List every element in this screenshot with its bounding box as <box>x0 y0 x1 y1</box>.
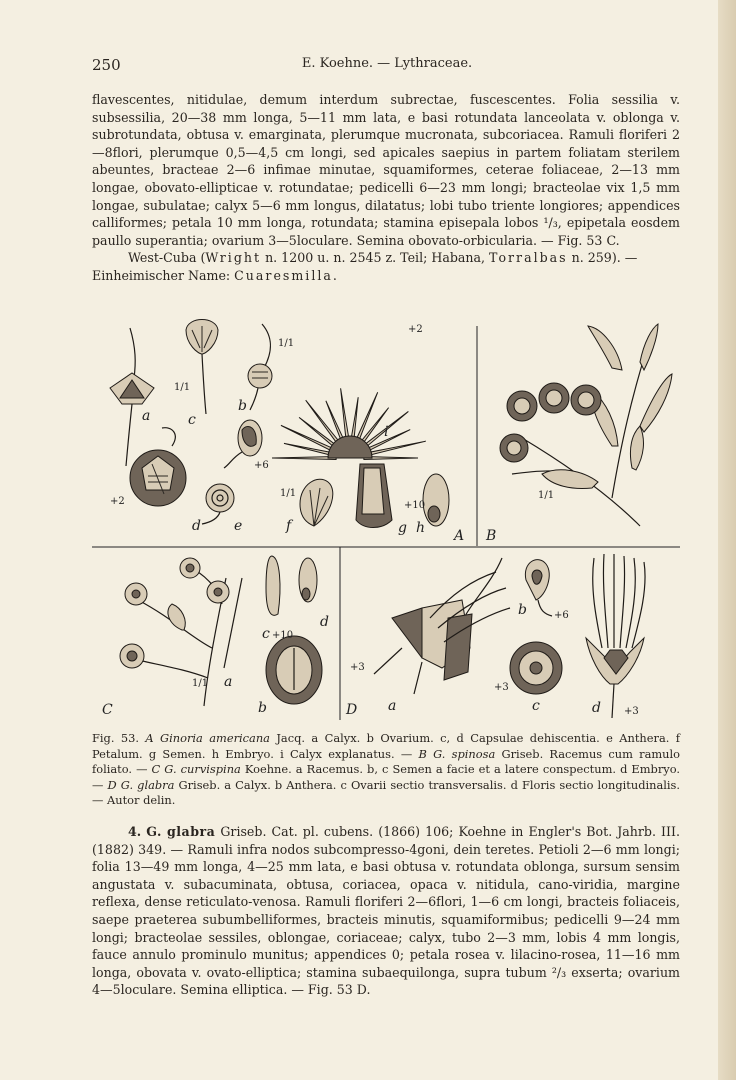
calyx-drawing-a <box>110 328 154 466</box>
leaf-B-5 <box>542 470 598 489</box>
leaf-B-2 <box>640 324 658 370</box>
mag-C-c: +10 <box>272 630 294 641</box>
label-D-c: c <box>532 698 540 714</box>
panel-B <box>485 324 672 544</box>
petal-drawing-f <box>300 479 333 526</box>
label-A-f: f <box>286 518 292 534</box>
caption-D-species: G. glabra <box>120 777 175 792</box>
ovary-drawing-b <box>248 324 272 410</box>
caption-D-letter: D <box>107 777 117 792</box>
label-A-c: c <box>188 412 196 428</box>
mag-B: 1/1 <box>538 490 555 501</box>
flower-B-1 <box>507 391 537 421</box>
mag-D-c: +3 <box>494 682 509 693</box>
caption-C-species: G. curvispina <box>164 762 241 777</box>
label-D: D <box>346 702 358 718</box>
leaf-C-1 <box>168 604 185 630</box>
leaf-B-3 <box>640 374 672 432</box>
label-C-a: a <box>224 674 233 690</box>
label-A-e: e <box>234 518 243 534</box>
caption-D-text: Griseb. a Calyx. b Anthera. c Ovarii sectio transversalis. d Floris sectio longitudinalis. — Autor delin. <box>92 777 681 808</box>
label-A-g: g <box>398 520 407 536</box>
mag-A-b2: +6 <box>254 460 269 471</box>
label-D-a: a <box>388 698 397 714</box>
mag-A-g: +10 <box>404 500 426 511</box>
embryo-drawing-C-d <box>299 558 317 602</box>
species-4-genus: G. <box>146 824 162 839</box>
flower-C-4 <box>120 644 144 668</box>
figure-53 <box>92 318 680 723</box>
vernacular-name-line: Einheimischer Name: Cuaresmilla. <box>92 267 339 283</box>
panel-C <box>102 556 329 718</box>
label-C: C <box>102 702 113 718</box>
species-3-description: flavescentes, nitidulae, demum interdum subrectae, fuscescentes. Folia sessilia v. subsessilia, 20—38 mm longa, 5—11 mm lata, e basi rotundata lanceolata v. oblonga v. subrotundata, obtusa v. emarginata, plerumque mucronata, subcoriacea. Ramuli floriferi 2—8flori, plerumque 0,5—4,5 cm longi, sed apicales saepius in partem foliatam sterilem abeuntes, bracteae 2—6 infimae minutae, squamiformes, ceterae foliaceae, 2—13 mm longae, obovato-ellipticae v. rotundatae; pedicelli 6—23 mm longi; bracteolae vix 1,5 mm longae, subulatae; calyx 5—6 mm longus, dilatatus; lobi tubo triente longiores; appendices calliformes; petala 10 mm longa, rotundata; stamina episepala lobos ¹/₃, epipetala eosdem paullo superantia; ovarium 3—5loculare. Semina obovato-orbicularia. — Fig. 53 C. <box>92 92 680 248</box>
seed-drawing-g <box>356 464 392 528</box>
label-A-d: d <box>192 518 201 534</box>
running-head: E. Koehne. — Lythraceae. <box>301 56 473 71</box>
caption-A-text: Jacq. a Calyx. b Ovarium. c, d Capsulae dehiscentia. e Anthera. f Petalum. g Semen. h Embryo. i Calyx explanatus. — <box>92 731 680 761</box>
mag-D-d: +3 <box>624 706 639 717</box>
collector-wright: Wright <box>205 250 262 266</box>
calyx-drawing-D-a <box>374 558 510 694</box>
label-C-d: d <box>320 614 329 630</box>
mag-C-a: 1/1 <box>192 678 209 689</box>
capsule-dehiscent-drawing-d <box>130 428 186 506</box>
page-edge <box>718 0 736 1080</box>
capsule-drawing-c <box>186 320 218 415</box>
caption-C-letter: C <box>151 762 161 777</box>
flower-B-2 <box>539 383 569 413</box>
collector-torralbas: Torralbas <box>489 250 568 266</box>
caption-B-letter: B <box>418 746 427 761</box>
species-3-distribution: West-Cuba (Wright n. 1200 u. n. 2545 z. Teil; Habana, Torralbas n. 259). — <box>128 250 638 266</box>
label-D-b: b <box>518 602 527 618</box>
species-4-number: 4. <box>128 824 142 839</box>
label-C-c: c <box>262 626 270 642</box>
page-number: 250 <box>92 56 121 74</box>
label-A-a: a <box>142 408 151 424</box>
label-A-h: h <box>416 520 426 536</box>
leaf-B-1 <box>588 326 622 370</box>
figure-caption <box>92 731 680 809</box>
mag-A-d: +2 <box>110 496 125 507</box>
label-D-d: d <box>592 700 601 716</box>
label-A-i: i <box>384 424 389 440</box>
species-4-epithet: glabra <box>166 824 216 839</box>
flower-C-1 <box>125 583 147 605</box>
caption-B-text: Griseb. Racemus cum ramulo foliato. — <box>92 746 681 777</box>
caption-C-text: Koehne. a Racemus. b, c Semen a facie et a latere conspectum. d Embryo. — <box>92 762 680 792</box>
mag-A-b: 1/1 <box>278 338 295 349</box>
panel-D <box>345 554 645 718</box>
vernacular-name: Cuaresmilla. <box>234 267 339 283</box>
species-3-continuation <box>92 91 680 285</box>
leaf-B-6 <box>630 426 643 470</box>
species-4-description <box>92 823 680 999</box>
seed-drawing-C-c <box>266 556 280 615</box>
label-B: B <box>486 528 497 544</box>
mag-A-f: 1/1 <box>280 488 297 499</box>
caption-B-species: G. spinosa <box>433 746 496 761</box>
flower-C-3 <box>207 581 229 603</box>
mag-A-i: +2 <box>408 324 423 335</box>
species-4-entry <box>92 823 680 999</box>
seed-drawing-C-b <box>266 636 322 704</box>
label-A: A <box>454 528 465 544</box>
caption-A-letter: A <box>145 731 154 745</box>
mag-A-a: 1/1 <box>174 382 191 393</box>
flower-B-3 <box>571 385 601 415</box>
label-C-b: b <box>258 700 267 716</box>
calyx-lobe <box>272 456 336 459</box>
mag-D-b: +6 <box>554 610 569 621</box>
embryo-drawing-h <box>423 474 449 526</box>
label-A-b: b <box>238 398 247 414</box>
page-header <box>92 56 682 76</box>
panel-A <box>110 320 464 545</box>
botanical-illustration <box>92 318 680 723</box>
ovary-section-D-c <box>510 642 562 694</box>
calyx-explanatus-drawing-i <box>272 388 426 459</box>
caption-A-species: Ginoria americana <box>160 731 270 745</box>
flower-section-D-d <box>586 554 645 718</box>
anther-drawing-e <box>202 484 234 524</box>
anther-drawing-D-b <box>525 560 552 616</box>
caption-fig-number: Fig. 53. <box>92 731 139 745</box>
mag-D-a: +3 <box>350 662 365 673</box>
species-4-text: Griseb. Cat. pl. cubens. (1866) 106; Koehne in Engler's Bot. Jahrb. III. (1882) 349. — Ramuli infra nodos subcompresso-4goni, dein teretes. Petioli 2—6 mm longi; folia 13—49 mm longa, 4—25 mm lata, e basi obtusa v. rotundata oblonga, sursum sensim angustata v. subacuminata, obtusa, coriacea, opaca v. nitidula, cano-viridia, margine reflexa, dense reticulato-venosa. Ramuli floriferi 2—6flori, 1—6 cm longi, bracteis foliaceis, saepe praeterea subumbelliformes, bracteis minutis, squamiformibus; pedicelli 9—24 mm longi; bracteolae sessiles, oblongae, coriaceae; calyx, tubo 2—3 mm, lobis 4 mm longis, fauce annulo prominulo munitus; appendices 0; petala rosea v. lilacino-rosea, 11—16 mm longa, obovata v. ovato-elliptica; stamina subaequilonga, supra tubum ²/₃ exserta; ovarium 4—5loculare. Semina elliptica. — Fig. 53 D. <box>92 824 680 998</box>
flower-B-4 <box>500 434 528 462</box>
flower-C-2 <box>180 558 200 578</box>
